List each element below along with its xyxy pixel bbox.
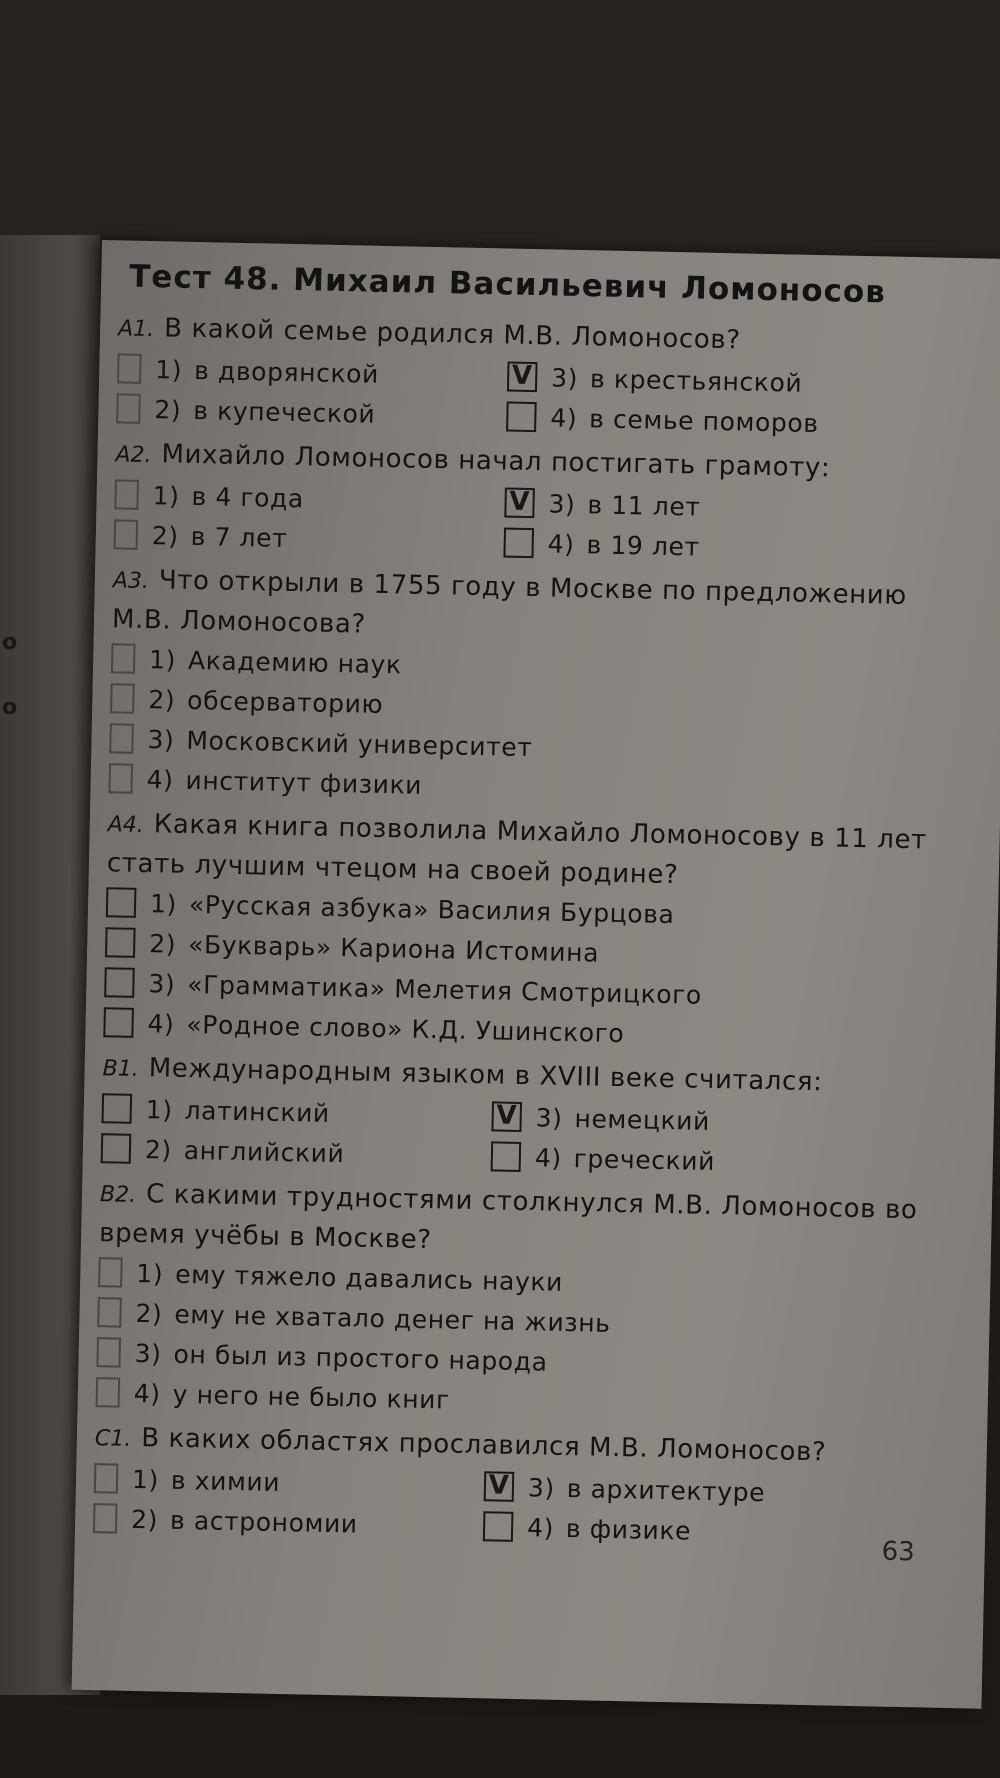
option[interactable]	[113, 514, 504, 562]
option-number: 4)	[133, 1378, 162, 1408]
option-number: 3)	[550, 362, 579, 393]
question-c1	[93, 1418, 955, 1556]
option-number: 2)	[151, 520, 179, 551]
checkbox[interactable]	[96, 1337, 121, 1367]
option-number: 4)	[147, 1008, 175, 1039]
option-text: в химии	[170, 1465, 281, 1497]
question-label: Международным языком в XVIII веке считался:	[148, 1053, 823, 1098]
checkbox[interactable]	[106, 887, 137, 918]
checkbox[interactable]	[111, 643, 136, 673]
question-a4	[103, 804, 968, 1060]
option-text: «Букварь» Кариона Истомина	[187, 929, 600, 968]
question-code: А3.	[112, 568, 150, 595]
option-number: 1)	[149, 888, 178, 919]
option-text: латинский	[184, 1095, 331, 1128]
checkbox[interactable]	[110, 683, 135, 713]
option-text: в семье поморов	[588, 403, 819, 438]
checkbox[interactable]	[97, 1297, 122, 1327]
option-text: Московский университет	[186, 725, 533, 762]
option-number: 1)	[155, 354, 183, 385]
checkbox[interactable]	[102, 1093, 133, 1124]
checkbox[interactable]	[116, 393, 141, 423]
page-content	[93, 258, 980, 1562]
question-code: В1.	[102, 1056, 139, 1082]
checkbox[interactable]	[103, 1007, 134, 1038]
option-text: у него не было книг	[172, 1379, 451, 1415]
checkbox-checked[interactable]: V	[507, 362, 538, 393]
option-text: Академию наук	[187, 645, 402, 679]
option-number: 2)	[130, 1504, 159, 1534]
option-number: 2)	[148, 684, 176, 715]
option-number: 3)	[527, 1472, 556, 1503]
option-number: 2)	[135, 1298, 163, 1328]
checkbox[interactable]	[101, 1133, 132, 1164]
checkbox[interactable]	[117, 353, 142, 383]
question-code: С1.	[94, 1426, 132, 1452]
option-number: 3)	[548, 488, 576, 519]
left-page-char: о	[2, 695, 18, 720]
page-title: Тест 48. Михаил Васильевич Ломоносов	[128, 258, 887, 311]
option-text: в архитектуре	[566, 1473, 766, 1507]
checkbox[interactable]	[108, 763, 133, 793]
option-text: английский	[183, 1135, 345, 1168]
question-label: С какими трудностями столкнулся М.В. Ломоносов во время учёбы в Москве?	[98, 1179, 918, 1256]
option[interactable]	[490, 1136, 911, 1185]
question-code: А1.	[117, 316, 155, 343]
options-grid	[113, 474, 974, 572]
option-text: ему тяжело давались науки	[174, 1259, 564, 1297]
option-text: в 11 лет	[587, 489, 701, 522]
left-page-char: о	[2, 630, 18, 655]
option-text: в 4 года	[191, 481, 305, 513]
checkbox[interactable]	[114, 479, 139, 509]
checkbox[interactable]	[114, 519, 139, 549]
option[interactable]	[93, 1498, 484, 1546]
checkbox[interactable]	[105, 927, 136, 958]
option-number: 4)	[550, 402, 578, 433]
option-text: в физике	[565, 1513, 692, 1546]
option-number: 3)	[148, 968, 176, 999]
checkbox[interactable]	[503, 527, 534, 558]
option-text: в 7 лет	[190, 521, 288, 553]
checkbox-checked[interactable]: V	[484, 1471, 515, 1502]
option-text: в астрономии	[169, 1505, 359, 1539]
option-text: «Грамматика» Мелетия Смотрицкого	[186, 969, 703, 1010]
question-label: Какая книга позволила Михайло Ломоносову в 11 лет стать лучшим чтецом на своей родине?	[106, 809, 928, 891]
option-number: 4)	[526, 1512, 555, 1543]
checkbox[interactable]	[104, 967, 135, 998]
checkbox[interactable]	[483, 1511, 514, 1542]
option-number: 4)	[534, 1142, 563, 1173]
checkbox-checked[interactable]: V	[491, 1101, 522, 1132]
option-text: греческий	[573, 1143, 716, 1176]
option-text: в 19 лет	[586, 529, 701, 562]
option-number: 2)	[148, 928, 177, 959]
option-number: 1)	[152, 480, 180, 511]
question-a2	[113, 434, 975, 572]
option[interactable]	[483, 1506, 904, 1555]
option-number: 3)	[535, 1102, 563, 1133]
question-label: Что открыли в 1755 году в Москве по предложению М.В. Ломоносова?	[111, 565, 908, 640]
option-text: в купеческой	[193, 395, 376, 429]
checkbox[interactable]	[109, 723, 134, 753]
question-code: А4.	[107, 812, 145, 839]
option-text: институт физики	[185, 765, 423, 800]
option-number: 1)	[145, 1094, 173, 1125]
option[interactable]	[116, 388, 507, 436]
option-text: в крестьянской	[589, 363, 803, 398]
checkbox[interactable]	[98, 1257, 123, 1287]
question-label: В каких областях прославился М.В. Ломоносов?	[140, 1423, 827, 1468]
checkbox[interactable]	[93, 1503, 118, 1533]
option[interactable]	[506, 397, 927, 446]
option-text: он был из простого народа	[173, 1339, 548, 1377]
option-number: 1)	[131, 1464, 160, 1494]
option-number: 4)	[146, 764, 174, 795]
option-text: в дворянской	[193, 355, 380, 389]
checkbox-checked[interactable]: V	[504, 487, 535, 518]
option-text: «Родное слово» К.Д. Ушинского	[186, 1009, 625, 1048]
option-text: ему не хватало денег на жизнь	[174, 1299, 611, 1338]
options-list	[95, 1252, 958, 1430]
page-number: 63	[881, 1536, 916, 1568]
options-list	[103, 882, 966, 1060]
option[interactable]	[101, 1128, 492, 1176]
workbook-page	[72, 240, 1000, 1709]
option-text: «Русская азбука» Василия Бурцова	[188, 889, 675, 929]
option-number: 3)	[134, 1338, 162, 1368]
question-code: А2.	[115, 442, 152, 469]
question-code: В2.	[99, 1182, 137, 1208]
option-number: 4)	[547, 528, 575, 559]
question-a3	[108, 560, 973, 816]
checkbox[interactable]	[94, 1463, 119, 1493]
option[interactable]	[503, 522, 924, 571]
question-a1	[116, 308, 978, 446]
question-label: В какой семье родился М.В. Ломоносов?	[163, 313, 741, 356]
option-number: 3)	[147, 724, 175, 755]
question-b2	[95, 1174, 960, 1430]
options-grid	[93, 1458, 954, 1556]
option-text: обсерваторию	[186, 685, 384, 719]
options-grid	[101, 1088, 962, 1186]
option-number: 2)	[144, 1134, 173, 1165]
option-number: 1)	[136, 1258, 164, 1289]
option-text: немецкий	[574, 1103, 711, 1136]
checkbox[interactable]	[506, 402, 537, 433]
question-label: Михайло Ломоносов начал постигать грамоту:	[161, 439, 831, 484]
question-b1	[101, 1048, 963, 1186]
options-grid	[116, 348, 977, 446]
option-number: 2)	[154, 394, 182, 425]
options-list	[108, 638, 971, 816]
option-number: 1)	[148, 644, 177, 675]
checkbox[interactable]	[96, 1377, 121, 1407]
checkbox[interactable]	[491, 1141, 522, 1172]
